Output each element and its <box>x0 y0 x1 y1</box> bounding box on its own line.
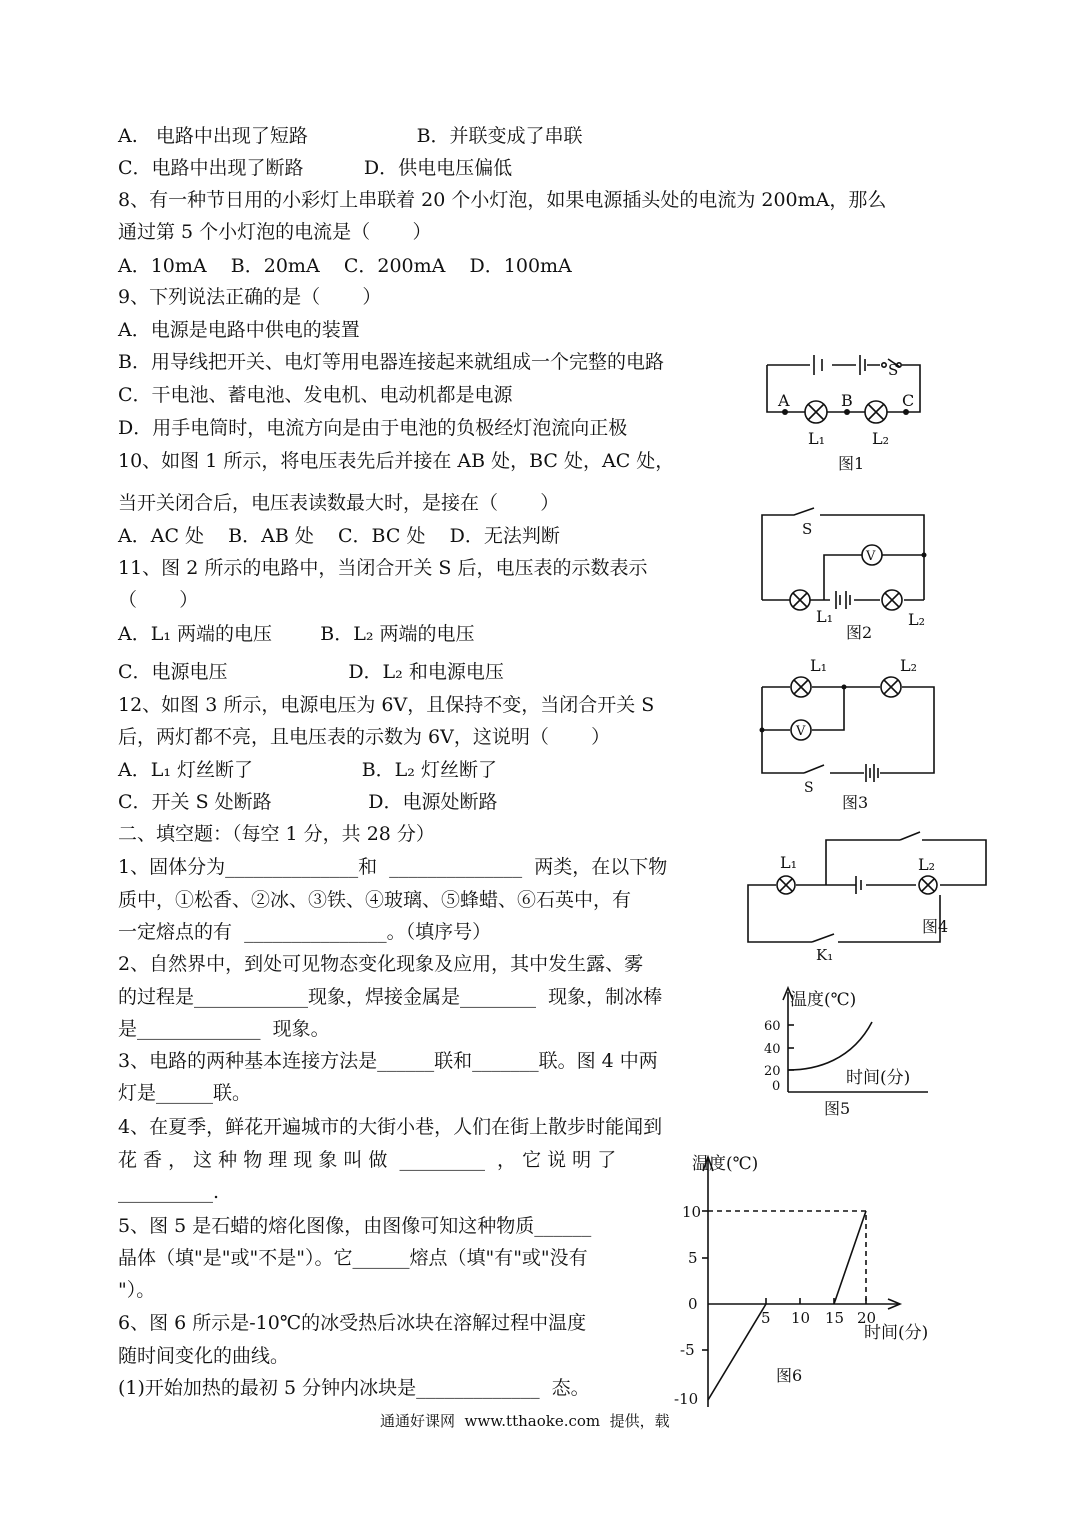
text-line: (1)开始加热的最初 5 分钟内冰块是_____________ 态。 <box>118 1377 590 1399</box>
text-line: 一定熔点的有 _______________。（填序号） <box>118 921 492 943</box>
text-line: D．用手电筒时，电流方向是由于电池的负极经灯泡流向正极 <box>118 417 628 439</box>
fig2-label-v: V <box>866 549 876 564</box>
figure-6-graph <box>670 1145 960 1415</box>
text-line: 11、图 2 所示的电路中，当闭合开关 S 后，电压表的示数表示 <box>118 557 648 579</box>
fig2-caption: 图2 <box>846 623 873 642</box>
fig5-ytick: 20 <box>764 1064 781 1079</box>
text-line: （ ） <box>118 589 199 611</box>
fig6-xtick: 10 <box>791 1309 811 1327</box>
fig3-label-l2: L₂ <box>900 656 918 675</box>
text-line: B．用导线把开关、电灯等用电器连接起来就组成一个完整的电路 <box>118 351 664 373</box>
text-line: 9、下列说法正确的是（ ） <box>118 286 382 308</box>
text-line: C．电源电压 D．L₂ 和电源电压 <box>118 661 504 683</box>
figure-3-circuit <box>752 655 947 820</box>
text-line: 随时间变化的曲线。 <box>118 1345 290 1367</box>
fig1-label-s: S <box>888 361 899 379</box>
text-line: 二、填空题：（每空 1 分，共 28 分） <box>118 823 435 845</box>
fig1-label-c: C <box>902 391 915 410</box>
text-line: 4、在夏季，鲜花开遍城市的大街小巷，人们在街上散步时能闻到 <box>118 1116 663 1138</box>
text-line: C．开关 S 处断路 D．电源处断路 <box>118 791 498 813</box>
fig2-label-l1: L₁ <box>816 607 834 626</box>
fig4-label-l1: L₁ <box>780 853 798 872</box>
fig5-ytick: 60 <box>764 1019 781 1034</box>
text-line: 3、电路的两种基本连接方法是______联和_______联。图 4 中两 <box>118 1050 658 1072</box>
figure-1-circuit <box>752 345 932 485</box>
fig5-ytick: 0 <box>772 1079 781 1094</box>
fig6-xtick: 20 <box>857 1309 877 1327</box>
text-line: 晶体（填"是"或"不是"）。它______熔点（填"有"或"没有 <box>118 1247 588 1269</box>
text-line: A．L₁ 两端的电压 B．L₂ 两端的电压 <box>118 623 475 645</box>
fig4-label-k1: K₁ <box>816 946 834 964</box>
text-line: C．干电池、蓄电池、发电机、电动机都是电源 <box>118 384 513 406</box>
fig2-label-l2: L₂ <box>908 610 926 629</box>
text-line: C．电路中出现了断路 D．供电电压偏低 <box>118 157 513 179</box>
fig1-label-l1: L₁ <box>808 429 826 448</box>
fig6-ytick: 0 <box>688 1295 698 1313</box>
text-line: 6、图 6 所示是-10℃的冰受热后冰块在溶解过程中温度 <box>118 1312 587 1334</box>
fig6-ytick: 10 <box>682 1203 702 1221</box>
fig6-xlabel: 时间(分) <box>864 1323 929 1343</box>
fig5-xlabel: 时间(分) <box>846 1068 911 1088</box>
text-line: A．AC 处 B．AB 处 C．BC 处 D．无法判断 <box>118 525 560 547</box>
fig6-xtick: 15 <box>825 1309 845 1327</box>
text-line: 通过第 5 个小灯泡的电流是（ ） <box>118 221 432 243</box>
text-line: A．L₁ 灯丝断了 B．L₂ 灯丝断了 <box>118 759 497 781</box>
figure-2-circuit <box>752 505 952 655</box>
fig6-caption: 图6 <box>776 1366 803 1385</box>
text-line: A．10mA B．20mA C．200mA D．100mA <box>118 255 572 277</box>
fig5-ytick: 40 <box>764 1042 781 1057</box>
fig2-label-s: S <box>802 520 813 538</box>
text-line: 灯是______联。 <box>118 1082 252 1104</box>
text-line: "）。 <box>118 1279 156 1301</box>
text-line: 5、图 5 是石蜡的熔化图像，由图像可知这种物质______ <box>118 1215 592 1237</box>
fig6-ylabel: 温度(℃) <box>692 1154 759 1174</box>
fig3-label-l1: L₁ <box>810 656 828 675</box>
text-line: 的过程是____________现象，焊接金属是________ 现象，制冰棒 <box>118 986 663 1008</box>
figure-4-circuit <box>740 820 1000 975</box>
fig5-ylabel: 温度(℃) <box>790 990 857 1010</box>
figure-5-graph <box>752 980 952 1125</box>
fig5-caption: 图5 <box>824 1099 851 1118</box>
text-line: __________. <box>118 1181 220 1203</box>
fig3-label-v: V <box>796 724 806 739</box>
fig6-xtick: 5 <box>761 1309 771 1327</box>
text-line: 8、有一种节日用的小彩灯上串联着 20 个小灯泡，如果电源插头处的电流为 200mA，那么 <box>118 189 887 211</box>
text-line: 质中，①松香、②冰、③铁、④玻璃、⑤蜂蜡、⑥石英中，有 <box>118 889 632 911</box>
text-line: 花 香 ， 这 种 物 理 现 象 叫 做 _________ ， 它 说 明 了 <box>118 1149 617 1171</box>
text-line: 10、如图 1 所示，将电压表先后并接在 AB 处，BC 处，AC 处， <box>118 450 675 472</box>
text-line: 2、自然界中，到处可见物态变化现象及应用，其中发生露、雾 <box>118 953 644 975</box>
text-line: 后，两灯都不亮，且电压表的示数为 6V，这说明（ ） <box>118 726 611 748</box>
text-line: 1、固体分为______________和 ______________ 两类，在以下物 <box>118 856 668 878</box>
fig3-caption: 图3 <box>842 793 869 812</box>
text-line: 是_____________ 现象。 <box>118 1018 330 1040</box>
fig1-caption: 图1 <box>838 454 865 473</box>
text-line: 12、如图 3 所示，电源电压为 6V，且保持不变，当闭合开关 S <box>118 694 655 716</box>
fig6-ytick: -5 <box>680 1341 695 1359</box>
text-line: 当开关闭合后，电压表读数最大时，是接在（ ） <box>118 492 560 514</box>
fig4-label-l2: L₂ <box>918 855 936 874</box>
fig1-label-l2: L₂ <box>872 429 890 448</box>
text-line: A. 电路中出现了短路 B．并联变成了串联 <box>118 125 583 147</box>
text-line: A．电源是电路中供电的装置 <box>118 319 360 341</box>
fig1-label-a: A <box>778 391 790 410</box>
fig6-ytick: 5 <box>688 1249 698 1267</box>
fig1-label-b: B <box>841 391 853 410</box>
fig3-label-s: S <box>804 780 814 796</box>
fig4-caption: 图4 <box>922 917 949 936</box>
page-footer: 通通好课网 www.tthaoke.com 提供，载 <box>380 1412 670 1430</box>
fig6-ytick: -10 <box>674 1390 699 1408</box>
